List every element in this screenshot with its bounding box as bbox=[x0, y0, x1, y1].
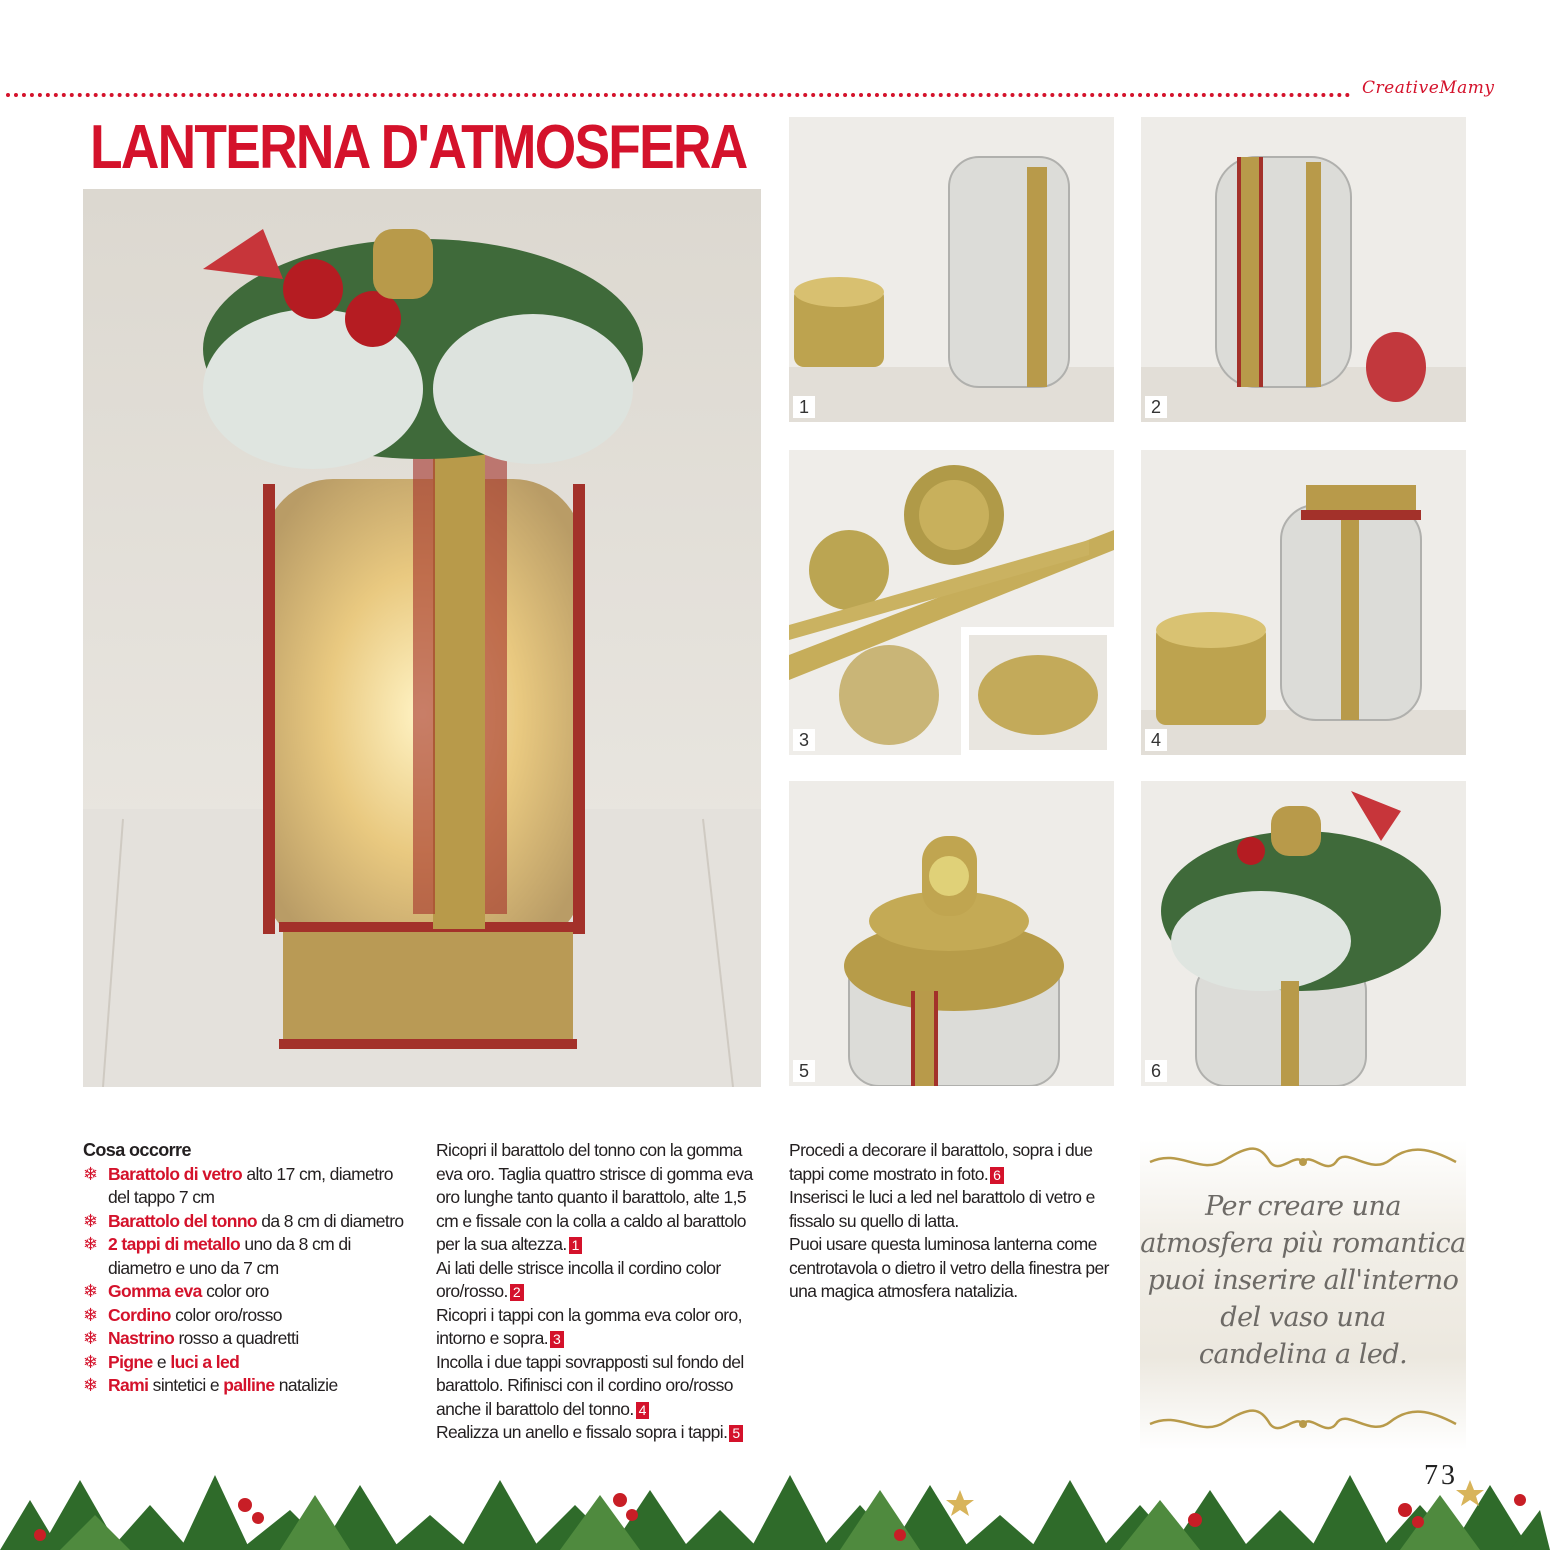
step-number: 6 bbox=[1145, 1060, 1167, 1082]
instruction-paragraph: Puoi usare questa luminosa lanterna come centrotavola o dietro il vetro della finestra per una magica atmosfera natalizia. bbox=[789, 1234, 1109, 1301]
main-lantern-photo bbox=[83, 189, 761, 1087]
step-number: 3 bbox=[793, 729, 815, 751]
step-number: 4 bbox=[1145, 729, 1167, 751]
snowflake-icon: ❄ bbox=[83, 1351, 98, 1372]
snowflake-icon: ❄ bbox=[83, 1163, 98, 1184]
snowflake-icon: ❄ bbox=[83, 1328, 98, 1348]
header-dotted-rule bbox=[6, 93, 1351, 97]
instruction-paragraph: Realizza un anello e fissalo sopra i tappi. 5 bbox=[436, 1421, 764, 1445]
step-photo-3 bbox=[789, 450, 1114, 755]
step-photo-5 bbox=[789, 781, 1114, 1086]
material-item: ❄ Gomma eva color oro bbox=[83, 1280, 413, 1304]
instructions-column-2 bbox=[789, 1139, 1119, 1304]
material-item: ❄ Barattolo del tonno da 8 cm di diametro bbox=[83, 1210, 413, 1234]
material-item: ❄ Cordino color oro/rosso bbox=[83, 1304, 413, 1328]
step-badge: 1 bbox=[569, 1237, 583, 1254]
instruction-paragraph: Ricopri il barattolo del tonno con la gomma eva oro. Taglia quattro strisce di gomma eva oro lunghe tanto quanto il barattolo, alte 1,5 cm e fissale con la colla a caldo al barattolo per la sua altezza. 1 bbox=[436, 1140, 753, 1254]
instructions-column-1 bbox=[436, 1139, 764, 1445]
snowflake-icon: ❄ bbox=[83, 1304, 98, 1325]
step-photo-4 bbox=[1141, 450, 1466, 755]
instruction-paragraph: Incolla i due tappi sovrapposti sul fondo del barattolo. Rifinisci con il cordino oro/rosso anche il barattolo del tonno. 4 bbox=[436, 1351, 744, 1419]
step-photo-1 bbox=[789, 117, 1114, 422]
step-number: 5 bbox=[793, 1060, 815, 1082]
step-photo-2 bbox=[1141, 117, 1466, 422]
step-badge: 2 bbox=[510, 1284, 524, 1301]
material-item: ❄ Rami sintetici e palline natalizie bbox=[83, 1374, 413, 1398]
material-item: ❄ Nastrino rosso a quadretti bbox=[83, 1327, 413, 1351]
step-photo-6 bbox=[1141, 781, 1466, 1086]
materials-heading: Cosa occorre bbox=[83, 1140, 191, 1160]
instruction-paragraph: Ricopri i tappi con la gomma eva color oro, intorno e sopra. 3 bbox=[436, 1304, 742, 1348]
instruction-paragraph: Inserisci le luci a led nel barattolo di vetro e fissalo su quello di latta. bbox=[789, 1187, 1095, 1231]
pine-garland-decoration bbox=[0, 1460, 1550, 1550]
page-number: 73 bbox=[1424, 1460, 1458, 1491]
snowflake-icon: ❄ bbox=[83, 1234, 98, 1254]
materials-section bbox=[83, 1139, 413, 1398]
snowflake-icon: ❄ bbox=[83, 1210, 98, 1231]
step-badge: 4 bbox=[636, 1402, 650, 1419]
instruction-paragraph: Ai lati delle strisce incolla il cordino color oro/rosso. 2 bbox=[436, 1257, 721, 1301]
step-badge: 5 bbox=[729, 1425, 743, 1442]
material-item: ❄ 2 tappi di metallo uno da 8 cm di diametro e uno da 7 cm bbox=[83, 1234, 351, 1278]
step-badge: 6 bbox=[990, 1167, 1004, 1184]
step-badge: 3 bbox=[550, 1331, 564, 1348]
material-item: ❄ Pigne e luci a led bbox=[83, 1351, 413, 1375]
flourish-bottom-icon bbox=[1140, 1402, 1466, 1447]
tip-text: Per creare una atmosfera più romantica puoi inserire all'interno del vaso una candelina a led. bbox=[1140, 1191, 1466, 1370]
flourish-top-icon bbox=[1140, 1140, 1466, 1185]
instruction-paragraph: Procedi a decorare il barattolo, sopra i due tappi come mostrato in foto. 6 bbox=[789, 1140, 1093, 1184]
snowflake-icon: ❄ bbox=[83, 1375, 98, 1395]
material-item: ❄ Barattolo di vetro alto 17 cm, diametro del tappo 7 cm bbox=[83, 1163, 393, 1207]
step-number: 1 bbox=[793, 396, 815, 418]
brand-logo: CreativeMamy bbox=[1362, 78, 1495, 98]
page-title: LANTERNA D'ATMOSFERA bbox=[90, 113, 747, 182]
snowflake-icon: ❄ bbox=[83, 1281, 98, 1301]
step-number: 2 bbox=[1145, 396, 1167, 418]
materials-list bbox=[83, 1163, 413, 1398]
